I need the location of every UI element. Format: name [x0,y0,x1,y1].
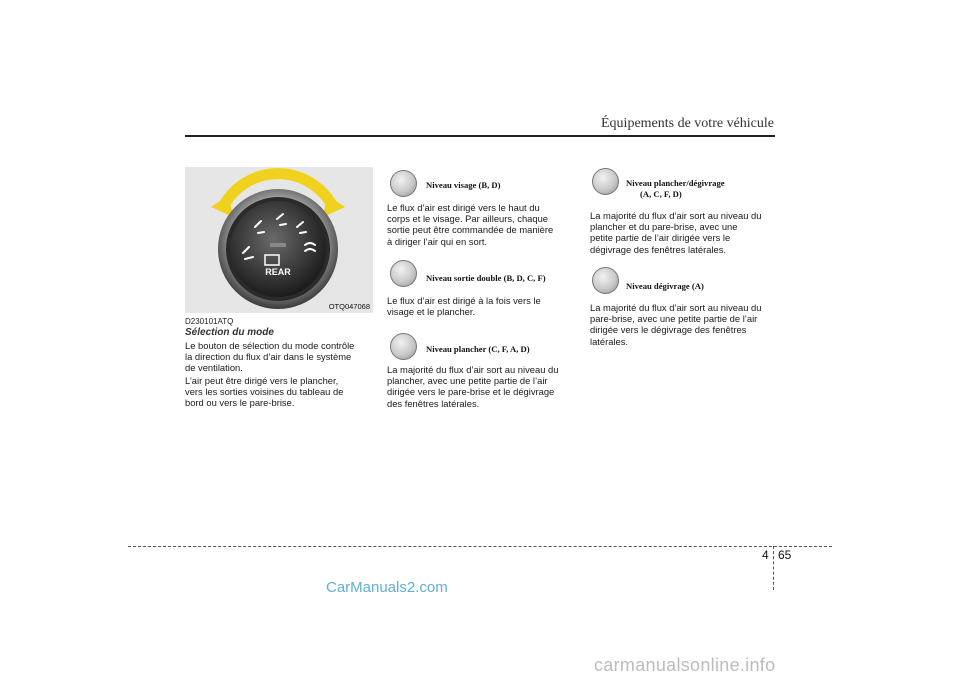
mode4-title: Niveau plancher/dégivrage (A, C, F, D) [626,178,725,199]
mode2-text: Le flux d’air est dirigé à la fois vers le visage et le plancher. [387,295,541,318]
section-number: 4 [762,548,769,562]
header-title: Équipements de votre véhicule [601,116,774,131]
mode3-title: Niveau plancher (C, F, A, D) [426,344,530,354]
watermark-carmanualsonline: carmanualsonline.info [594,655,776,675]
mode1-text: Le flux d’air est dirigé vers le haut du corps et le visage. Par ailleurs, chaque sortie peut être commandée de manière à diriger l’air qui en sort. [387,202,554,247]
section-code: D230101ATQ [185,317,234,326]
floor-icon [390,333,417,360]
bi-level-icon [390,260,417,287]
figure-caption: OTQ047068 [328,302,370,311]
mode1-title: Niveau visage (B, D) [426,180,501,190]
rear-label: REAR [265,267,291,277]
mode2-title: Niveau sortie double (B, D, C, F) [426,273,546,283]
mode5-title: Niveau dégivrage (A) [626,281,704,291]
mode5-text: La majorité du flux d’air sort au niveau du pare-brise, avec une petite partie de l’air dirigée vers le dégivrage des fenêtres latérales. [590,302,762,347]
defrost-icon [592,267,619,294]
watermark-carmanuals2: CarManuals2.com [326,579,448,596]
floor-defrost-icon [592,168,619,195]
footer-rule [128,546,832,547]
col1-para2: L’air peut être dirigé vers le plancher, vers les sorties voisines du tableau de bord ou vers le pare-brise. [185,375,344,409]
subhead: Sélection du mode [185,327,274,338]
mode-knob-illustration [185,167,373,313]
mode4-text: La majorité du flux d’air sort au niveau du plancher et du pare-brise, avec une petite partie de l’air dirigée vers le dégivrage des fenêtres latérales. [590,210,762,255]
footer-divider [773,546,774,590]
mode-knob-figure [185,167,373,313]
page-number: 65 [778,548,792,562]
header-rule [185,135,775,137]
col1-para1: Le bouton de sélection du mode contrôle la direction du flux d’air dans le système de ventilation. [185,340,355,374]
mode3-text: La majorité du flux d’air sort au niveau du plancher, avec une petite partie de l’air dirigée vers le pare-brise et le dégivrage des fenêtres latérales. [387,364,559,409]
face-vent-icon [390,170,417,197]
